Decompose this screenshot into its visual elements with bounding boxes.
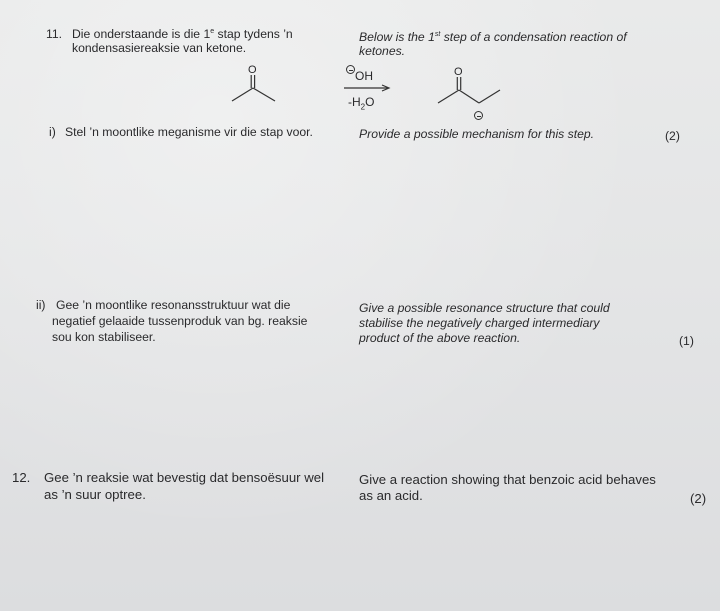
product-bond-left — [438, 90, 459, 103]
question-12-marks: (2) — [690, 491, 707, 506]
part-i-marks: (2) — [665, 129, 680, 143]
question-11-afrikaans-line1: Die onderstaande is die 1e stap tydens ’n — [72, 27, 293, 41]
question-12-afrikaans-line1: Gee ’n reaksie wat bevestig dat bensoësuur wel — [44, 470, 325, 485]
question-11-number: 11. — [46, 27, 63, 41]
part-ii-label: ii) — [36, 298, 46, 312]
part-i-afrikaans: Stel ’n moontlike meganisme vir die stap voor. — [65, 125, 313, 139]
product-bond-middle — [459, 90, 479, 103]
part-ii-english-line2: stabilise the negatively charged intermediary — [359, 316, 600, 330]
part-ii-afrikaans-line1: Gee ’n moontlike resonansstruktuur wat die — [56, 298, 291, 312]
part-ii-english-line1: Give a possible resonance structure that could — [359, 301, 610, 315]
question-11-english-line2: ketones. — [359, 44, 406, 58]
question-12-afrikaans-line2: as ’n suur optree. — [44, 487, 146, 502]
question-11-afrikaans-line2: kondensasiereaksie van ketone. — [72, 41, 247, 55]
reactant-oxygen-label: O — [248, 64, 257, 76]
part-ii-english-line3: product of the above reaction. — [359, 331, 521, 345]
product-bond-right — [479, 90, 500, 103]
carbanion-charge-icon — [474, 111, 483, 120]
part-ii-marks: (1) — [679, 334, 694, 348]
part-i-label: i) — [49, 125, 56, 139]
question-12-english-line1: Give a reaction showing that benzoic acid behaves — [359, 472, 656, 487]
part-i-english: Provide a possible mechanism for this step. — [359, 127, 595, 141]
question-12-number: 12. — [12, 470, 31, 485]
question-11-english-line1: Below is the 1st step of a condensation reaction of — [359, 30, 627, 44]
part-ii-afrikaans-line3: sou kon stabiliseer. — [52, 330, 156, 344]
product-oxygen-label: O — [454, 66, 463, 78]
reagent-water-loss: $-H_2O$ — [348, 95, 375, 112]
question-12-english-line2: as an acid. — [359, 488, 423, 503]
part-ii-afrikaans-line2: negatief gelaaide tussenproduk van bg. reaksie — [52, 314, 308, 328]
reagent-hydroxide: OH — [355, 69, 373, 83]
